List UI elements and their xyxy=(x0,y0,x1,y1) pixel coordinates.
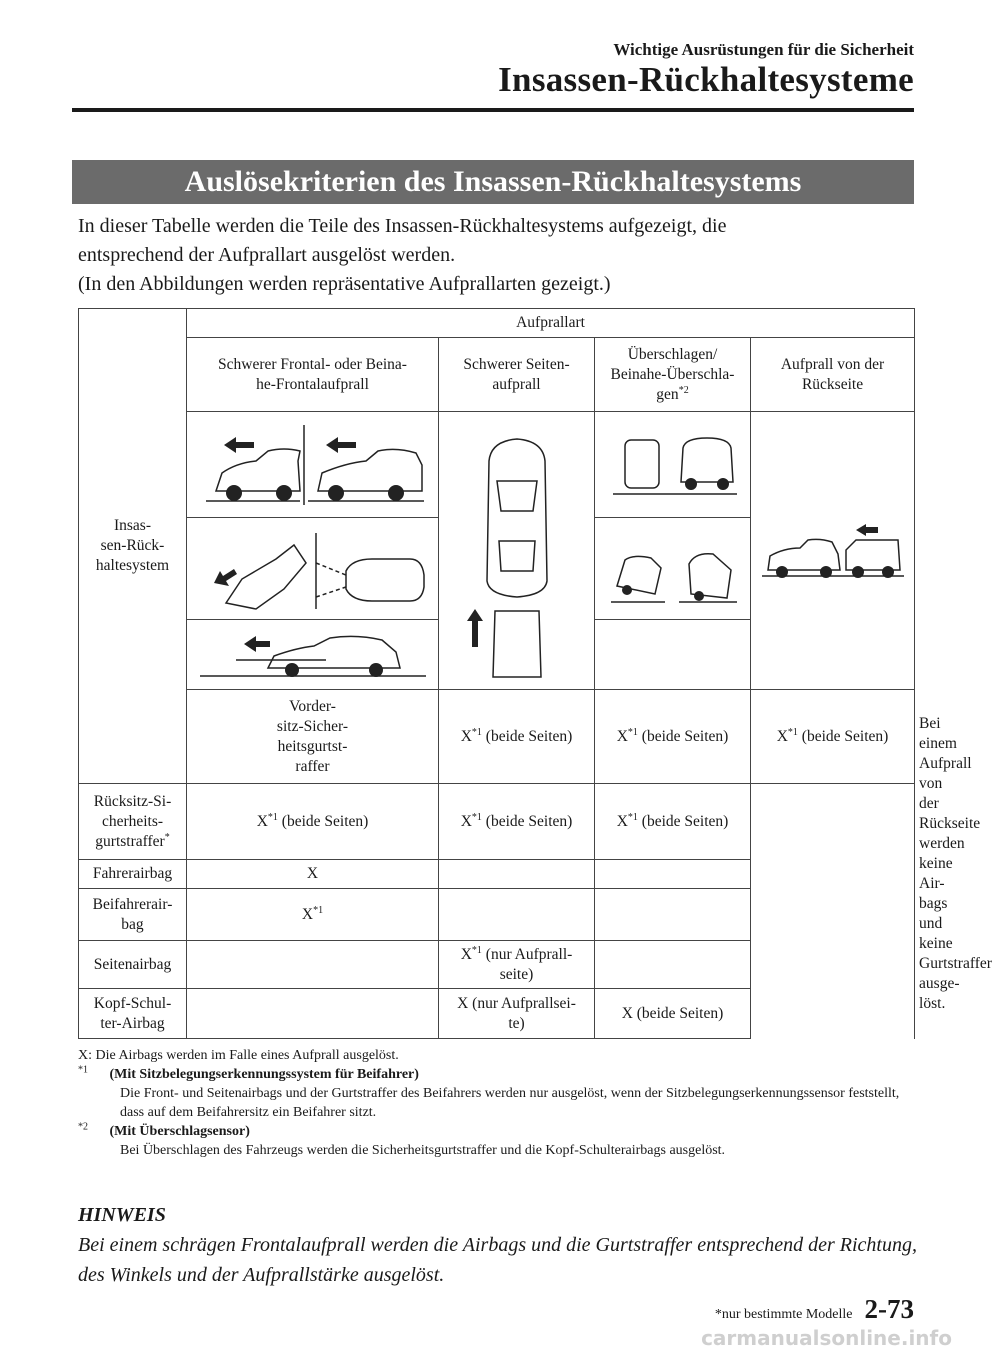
col-header-rear: Aufprall von der Rückseite xyxy=(751,338,915,412)
header-section-label: Wichtige Ausrüstungen für die Sicherheit xyxy=(613,40,914,59)
section-banner: Auslösekriterien des Insassen-Rückhaltesystems xyxy=(72,160,914,204)
row-label-front-pretensioner: Vorder- sitz-Sicher- heitsgurtst- raffer xyxy=(187,690,439,784)
cell-side-airbag-rollover xyxy=(595,941,751,989)
cell-rear-pretensioner-rollover: $X^{*1}$ (beide Seiten) xyxy=(595,784,751,860)
intro-text xyxy=(78,212,918,299)
cell-driver-airbag-rollover xyxy=(595,860,751,889)
illustration-offset-frontal-impact xyxy=(187,518,439,620)
cell-front-pretensioner-side: $X^{*1}$ (beide Seiten) xyxy=(595,690,751,784)
footnote-1-text: Die Front- und Seitenairbags und der Gurtstraffer des Beifahrers werden nur ausgelöst, wenn der Sitzbelegungserkennungssensor feststellt, dass auf dem Beifahrersitz ein Beifahrer sitzt. xyxy=(120,1086,900,1120)
note-text: Bei einem schrägen Frontalaufprall werden die Airbags und die Gurtstraffer entsprechend der Richtung, des Winkels und der Aufprallstärke ausgelöst. xyxy=(78,1234,917,1286)
illustration-rollover xyxy=(595,412,751,518)
footnote-x: X: Die Airbags werden im Falle eines Aufprall ausgelöst. xyxy=(78,1048,399,1063)
footer-model-note: *nur bestimmte Modelle xyxy=(714,1307,853,1322)
col-header-frontal: Schwerer Frontal- oder Beina- he-Frontalaufprall xyxy=(187,338,439,412)
row-label-side-airbag: Seitenairbag xyxy=(79,941,187,989)
col-header-rollover: Überschlagen/ Beinahe-Überschla- gen$^{*2}$ xyxy=(595,338,751,412)
page-footer xyxy=(715,1294,914,1325)
group-header-impact-type: Aufprallart xyxy=(187,309,915,338)
cell-curtain-airbag-rollover: X (beide Seiten) xyxy=(595,989,751,1039)
header-title: Insassen-Rückhaltesysteme xyxy=(498,60,914,99)
illustration-underride-impact xyxy=(187,620,439,690)
footnote-1-title: $^{*1}$ (Mit Sitzbelegungserkennungssystem für Beifahrer) xyxy=(78,1064,419,1082)
illustration-frontal-impact xyxy=(187,412,439,518)
intro-line-1: In dieser Tabelle werden die Teile des Insassen-Rückhaltesystems aufgezeigt, die xyxy=(78,215,727,237)
cell-driver-airbag-frontal: X xyxy=(187,860,439,889)
row-label-passenger-airbag: Beifahrerair- bag xyxy=(79,889,187,941)
cell-driver-airbag-side xyxy=(439,860,595,889)
col-header-side: Schwerer Seiten- aufprall xyxy=(439,338,595,412)
illustration-side-impact xyxy=(439,412,595,690)
watermark: carmanualsonline.info xyxy=(701,1326,952,1350)
illustration-rear-impact xyxy=(751,412,915,690)
illustration-near-rollover xyxy=(595,518,751,620)
cell-passenger-airbag-rollover xyxy=(595,889,751,941)
header-rule xyxy=(72,108,914,112)
row-header-restraint-system: Insas- sen-Rück- haltesystem xyxy=(79,309,187,784)
cell-side-airbag-frontal xyxy=(187,941,439,989)
cell-passenger-airbag-side xyxy=(439,889,595,941)
intro-line-2: entsprechend der Aufprallart ausgelöst werden. xyxy=(78,244,456,266)
note-heading: HINWEIS xyxy=(78,1204,166,1226)
cell-curtain-airbag-frontal xyxy=(187,989,439,1039)
row-label-driver-airbag: Fahrerairbag xyxy=(79,860,187,889)
cell-rear-pretensioner-side: $X^{*1}$ (beide Seiten) xyxy=(439,784,595,860)
note-box xyxy=(78,1200,918,1290)
cell-passenger-airbag-frontal: $X^{*1}$ xyxy=(187,889,439,941)
cell-front-pretensioner-rollover: $X^{*1}$ (beide Seiten) xyxy=(751,690,915,784)
cell-front-pretensioner-frontal: $X^{*1}$ (beide Seiten) xyxy=(439,690,595,784)
footnote-2-text: Bei Überschlagen des Fahrzeugs werden die Sicherheitsgurtstraffer und die Kopf-Schulterairbags ausgelöst. xyxy=(120,1143,726,1158)
cell-curtain-airbag-side: X (nur Aufprallsei- te) xyxy=(439,989,595,1039)
footnote-2-title: $^{*2}$ (Mit Überschlagsensor) xyxy=(78,1121,250,1139)
footnotes xyxy=(78,1046,918,1160)
page-number: 2-73 xyxy=(864,1294,914,1324)
row-label-curtain-airbag: Kopf-Schul- ter-Airbag xyxy=(79,989,187,1039)
cell-rear-pretensioner-frontal: $X^{*1}$ (beide Seiten) xyxy=(187,784,439,860)
row-label-rear-pretensioner: Rücksitz-Si- cherheits- gurtstraffer* xyxy=(79,784,187,860)
cell-side-airbag-side: $X^{*1}$ (nur Aufprall- seite) xyxy=(439,941,595,989)
criteria-table: Insas- sen-Rück- haltesystem Aufprallart Schwerer Frontal- oder Beina- he-Frontalaufprall Schwerer Seiten- aufprall Überschlagen/ Beinahe-Überschla- gen$^{*2}$ Aufprall von der Rückseite Vorder- sitz-Sicher- heitsgurtst- raffer $X^{*1}$ (beide Seiten) $X^{*1}$ (beide Seiten) $X^{*1}$ (beide Seiten) Bei einem Aufprall von der Rückseite werden keine Air- bags und keine Gurtstraffer ausge- löst. Rücksitz-Si- cherheits- gurtstraffer* $X^{*1}$ (beide Seiten) $X^{*1}$ (beide Seiten) $X^{*1}$ (beide Seiten) Fahrerairbag X Beifahrerair- bag $X^{*1}$ Seitenairbag $X^{*1}$ (nur Aufprall- seite) Kopf-Schul- ter-Airbag X (nur Aufprallsei- te) X (beide Seiten) xyxy=(78,308,915,1039)
intro-line-3: (In den Abbildungen werden repräsentative Aufprallarten gezeigt.) xyxy=(78,273,611,295)
